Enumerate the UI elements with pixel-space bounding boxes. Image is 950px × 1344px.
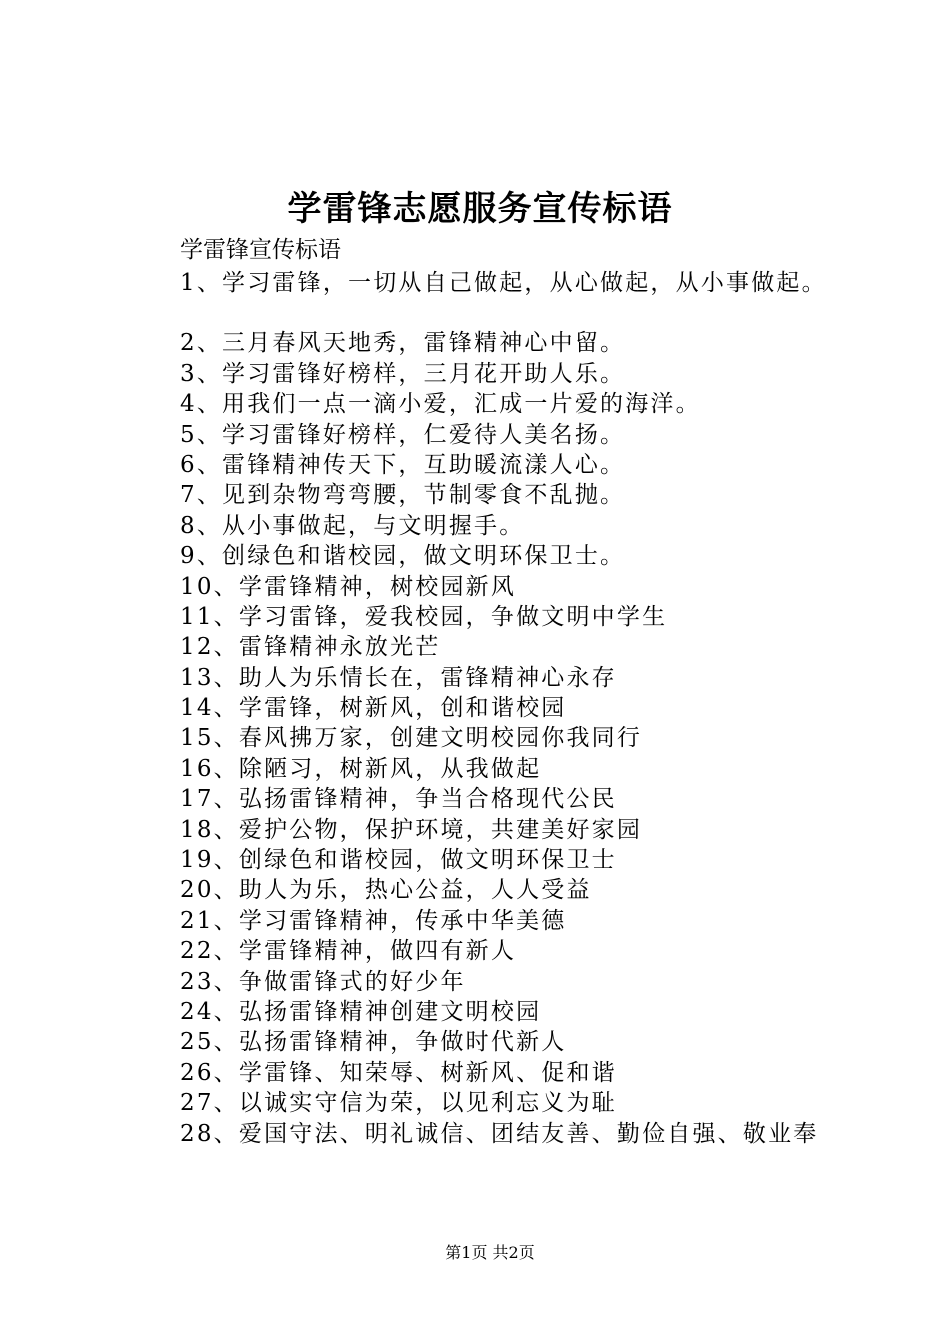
slogan-item: 16、除陋习，树新风，从我做起 <box>180 755 542 782</box>
slogan-item: 2、三月春风天地秀，雷锋精神心中留。 <box>180 330 626 357</box>
slogan-item: 13、助人为乐情长在，雷锋精神心永存 <box>180 664 617 691</box>
slogan-item: 12、雷锋精神永放光芒 <box>180 634 441 661</box>
slogan-item: 25、弘扬雷锋精神，争做时代新人 <box>180 1029 567 1056</box>
document-subtitle: 学雷锋宣传标语 <box>180 237 341 263</box>
slogan-item: 23、争做雷锋式的好少年 <box>180 968 466 995</box>
slogan-item: 26、学雷锋、知荣辱、树新风、促和谐 <box>180 1059 617 1086</box>
slogan-list <box>180 268 827 1149</box>
slogan-item: 10、学雷锋精神，树校园新风 <box>180 573 517 600</box>
slogan-item: 8、从小事做起，与文明握手。 <box>180 512 525 539</box>
slogan-item: 7、见到杂物弯弯腰，节制零食不乱抛。 <box>180 482 626 509</box>
slogan-item: 15、春风拂万家，创建文明校园你我同行 <box>180 725 643 752</box>
page-indicator: 第1页 共2页 <box>445 1243 535 1262</box>
slogan-item: 9、创绿色和谐校园，做文明环保卫士。 <box>180 543 626 570</box>
slogan-item: 11、学习雷锋，爱我校园，争做文明中学生 <box>180 603 668 630</box>
document-title: 学雷锋志愿服务宣传标语 <box>287 189 673 229</box>
slogan-item: 22、学雷锋精神，做四有新人 <box>180 938 517 965</box>
slogan-item: 28、爱国守法、明礼诚信、团结友善、勤俭自强、敬业奉 <box>180 1120 819 1147</box>
slogan-item: 17、弘扬雷锋精神，争当合格现代公民 <box>180 786 617 813</box>
slogan-item: 19、创绿色和谐校园，做文明环保卫士 <box>180 847 617 874</box>
slogan-item: 1、学习雷锋，一切从自己做起，从心做起，从小事做起。 <box>180 270 827 296</box>
slogan-item: 20、助人为乐，热心公益，人人受益 <box>180 877 592 904</box>
slogan-item: 3、学习雷锋好榜样，三月花开助人乐。 <box>180 360 626 387</box>
slogan-item: 18、爱护公物，保护环境，共建美好家园 <box>180 816 643 843</box>
slogan-item: 6、雷锋精神传天下，互助暖流漾人心。 <box>180 451 626 478</box>
slogan-item: 27、以诚实守信为荣，以见利忘义为耻 <box>180 1090 617 1117</box>
slogan-item: 21、学习雷锋精神，传承中华美德 <box>180 907 567 934</box>
slogan-item: 4、用我们一点一滴小爱，汇成一片爱的海洋。 <box>180 391 701 418</box>
slogan-item: 5、学习雷锋好榜样，仁爱待人美名扬。 <box>180 421 626 448</box>
slogan-item: 24、弘扬雷锋精神创建文明校园 <box>180 998 542 1025</box>
slogan-item: 14、学雷锋，树新风，创和谐校园 <box>180 695 567 722</box>
